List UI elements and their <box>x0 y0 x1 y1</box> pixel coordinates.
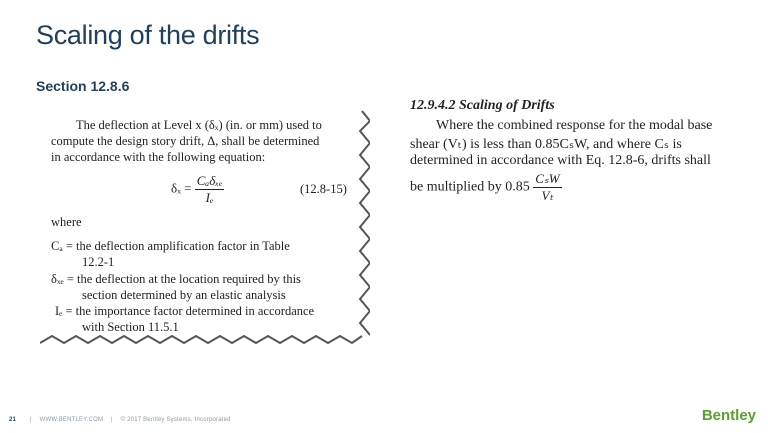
excerpt-line-3: in accordance with the following equation: <box>51 150 266 164</box>
footer-website[interactable]: WWW.BENTLEY.COM <box>39 417 104 423</box>
scaling-line-1: Where the combined response for the modal base <box>436 118 713 133</box>
scaling-line-4 <box>410 171 562 204</box>
definition-cd: Cₐ = the deflection amplification factor in Table <box>51 239 290 253</box>
scaling-line-2: shear (Vₜ) is less than 0.85CₛW, and where Cₛ is <box>410 137 682 152</box>
page-number: 21 <box>9 417 17 423</box>
footer <box>9 417 231 423</box>
definition-dxe-cont: section determined by an elastic analysis <box>82 288 286 302</box>
equation-12-8-15 <box>171 173 224 206</box>
definition-ie-cont: with Section 11.5.1 <box>82 320 179 334</box>
footer-separator: | <box>111 417 113 423</box>
definition-dxe: δₓₑ = the deflection at the location required by this <box>51 272 301 286</box>
excerpt-where: where <box>51 215 82 229</box>
section-label: Section 12.8.6 <box>36 78 130 94</box>
scaling-line-3: determined in accordance with Eq. 12.8-6, drifts shall <box>410 153 711 168</box>
equation-denominator: Iₑ <box>205 190 214 205</box>
excerpt-line-1: The deflection at Level x (δₓ) (in. or mm) used to <box>76 118 322 132</box>
definition-ie: Iₑ = the importance factor determined in accordance <box>55 304 315 318</box>
equation-fraction <box>195 173 225 206</box>
footer-separator: | <box>29 417 32 423</box>
equation-reference: (12.8-15) <box>300 182 347 196</box>
scaling-fraction-denominator: Vₜ <box>541 188 554 203</box>
slide-title: Scaling of the drifts <box>36 20 260 50</box>
bentley-logo: Bentley <box>701 407 756 424</box>
scaling-heading: 12.9.4.2 Scaling of Drifts <box>410 98 555 113</box>
excerpt-line-2: compute the design story drift, Δ, shall be determined <box>51 134 320 148</box>
footer-copyright: © 2017 Bentley Systems, Incorporated <box>120 417 231 423</box>
scaling-line-4-text: be multiplied by 0.85 <box>410 179 530 195</box>
definition-cd-cont: 12.2-1 <box>82 255 115 269</box>
equation-lhs: δₓ = <box>171 180 192 196</box>
scaling-fraction <box>533 171 561 204</box>
equation-numerator: Cₐδₓₑ <box>196 173 223 188</box>
scaling-fraction-numerator: CₛW <box>535 171 560 186</box>
